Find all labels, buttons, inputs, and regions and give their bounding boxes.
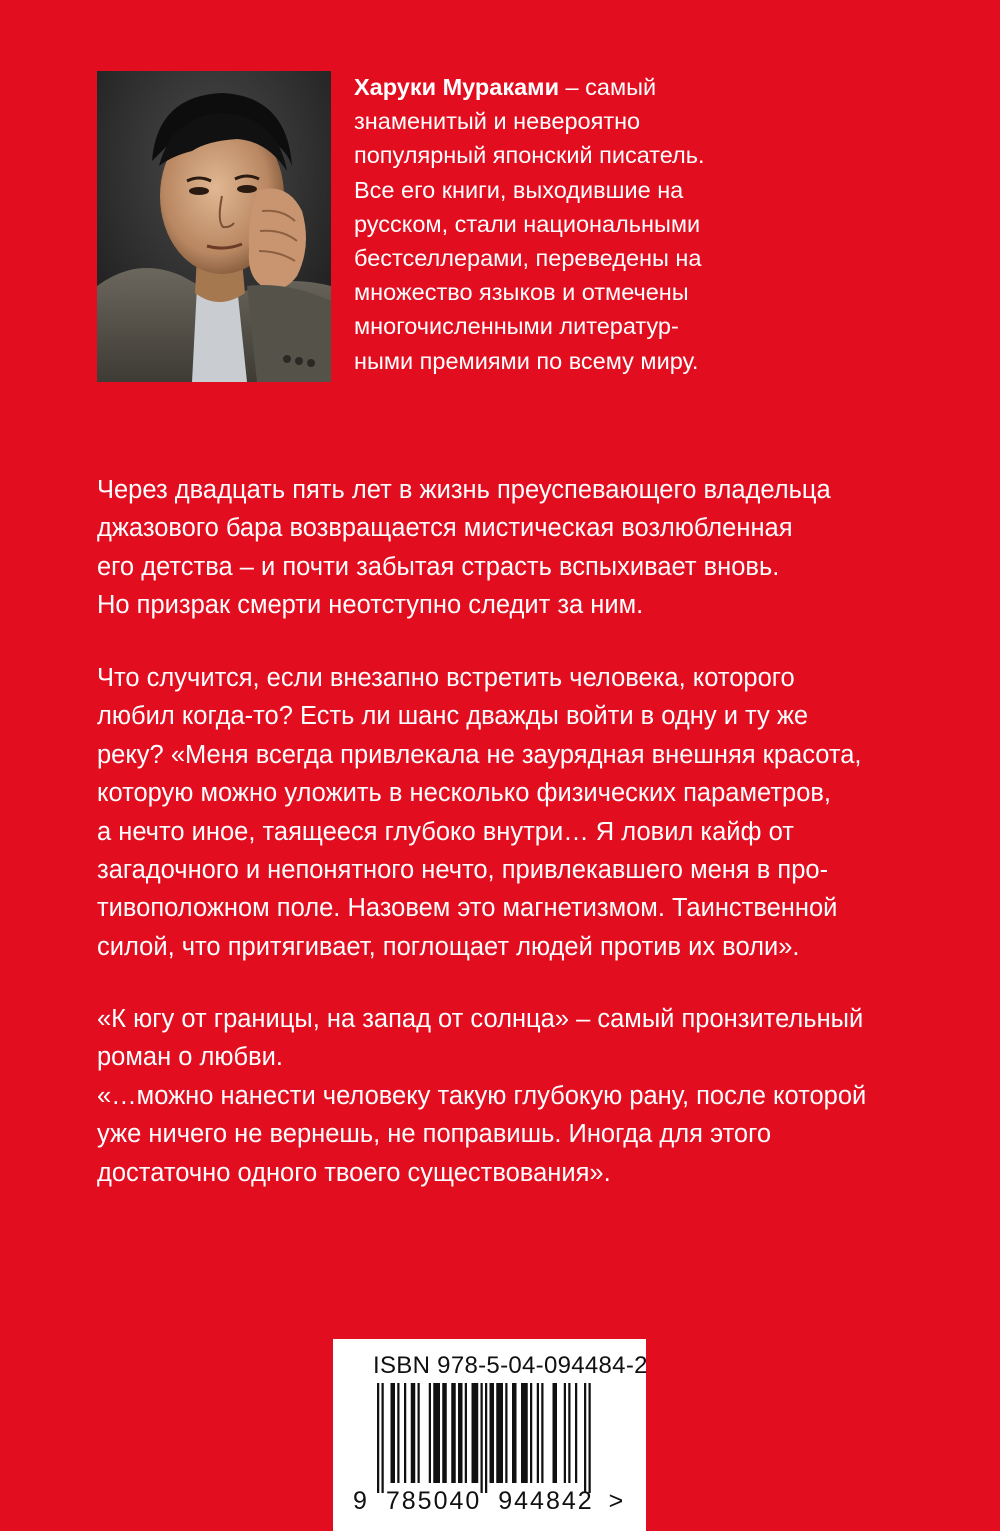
barcode-digits (353, 1487, 625, 1516)
barcode-end-mark: > (608, 1487, 626, 1515)
bio-line: множество языков и отмечены (354, 279, 689, 306)
barcode-bar (490, 1383, 495, 1483)
bio-line: многочисленными литератур- (354, 313, 679, 340)
barcode-bar (404, 1383, 406, 1483)
barcode-bar (564, 1383, 566, 1483)
bio-first-line-rest: – самый (559, 74, 657, 100)
paragraph-line: тивоположном поле. Назовем это магнетизмом. Таинственной (97, 894, 838, 923)
bio-line: ными премиями по всему миру. (354, 347, 699, 374)
paragraph-line: достаточно одного твоего существования». (97, 1158, 611, 1187)
barcode-bar (377, 1383, 379, 1493)
bio-line: русском, стали национальными (354, 210, 701, 237)
barcode-bars (373, 1383, 613, 1493)
paragraph-line: Но призрак смерти неотступно следит за ним. (97, 591, 644, 620)
barcode-bar (472, 1383, 479, 1483)
paragraph-line: силой, что притягивает, поглощает людей против их воли». (97, 932, 800, 961)
synopsis-paragraph-3 (97, 1000, 977, 1192)
barcode-bar (451, 1383, 456, 1483)
barcode-bar (530, 1383, 532, 1483)
bio-line: популярный японский писатель. (354, 142, 705, 169)
bio-line: знаменитый и невероятно (354, 108, 641, 135)
barcode-bar (433, 1383, 440, 1483)
author-name: Харуки Мураками (354, 74, 560, 100)
author-bio (354, 70, 774, 378)
barcode-digit-first: 9 (353, 1487, 369, 1515)
paragraph-line: «…можно нанести человеку такую глубокую рану, после которой (97, 1081, 867, 1110)
barcode-bar (505, 1383, 507, 1483)
isbn-barcode (333, 1339, 646, 1531)
barcode-digits-left: 785040 (385, 1487, 482, 1515)
barcode-digits-right: 944842 (498, 1487, 594, 1515)
paragraph-line: джазового бара возвращается мистическая возлюбленная (97, 514, 793, 543)
synopsis-paragraph-1 (97, 471, 977, 625)
paragraph-line: уже ничего не вернешь, не поправишь. Иногда для этого (97, 1120, 772, 1149)
paragraph-line: а нечто иное, таящееся глубоко внутри… Я ловил кайф от (97, 817, 794, 846)
paragraph-line: его детства – и почти забытая страсть вспыхивает вновь. (97, 552, 780, 581)
paragraph-line: Что случится, если внезапно встретить человека, которого (97, 664, 795, 692)
paragraph-line: которую можно уложить в несколько физических параметров, (97, 779, 832, 808)
barcode-bar (589, 1383, 591, 1493)
barcode-bar (584, 1383, 586, 1493)
barcode-bar (382, 1383, 384, 1493)
paragraph-line: Через двадцать пять лет в жизнь преуспевающего владельца (97, 476, 831, 504)
paragraph-line: роман о любви. (97, 1043, 283, 1072)
paragraph-line: любил когда-то? Есть ли шанс дважды войти в одну и ту же (97, 702, 809, 731)
barcode-bar (541, 1383, 543, 1483)
bio-line: бестселлерами, переведены на (354, 245, 702, 272)
barcode-bar (537, 1383, 539, 1483)
barcode-bar (512, 1383, 517, 1483)
barcode-bar (391, 1383, 396, 1483)
synopsis-paragraph-2 (97, 659, 977, 966)
barcode-bar (418, 1383, 420, 1483)
barcode-bar (496, 1383, 503, 1483)
barcode-bar (521, 1383, 528, 1483)
barcode-bar (575, 1383, 577, 1483)
barcode-bar (397, 1383, 399, 1483)
paragraph-line: реку? «Меня всегда привлекала не заурядная внешняя красота, (97, 740, 862, 769)
paragraph-line: «К югу от границы, на запад от солнца» – самый пронзительный (97, 1005, 864, 1033)
bio-line (354, 70, 774, 104)
barcode-bar (458, 1383, 463, 1483)
barcode-bar (485, 1383, 487, 1493)
barcode-bar (442, 1383, 447, 1483)
author-portrait-image (97, 71, 331, 382)
barcode-bar (553, 1383, 558, 1483)
barcode-bar (568, 1383, 570, 1483)
barcode-bar (429, 1383, 431, 1483)
isbn-label: ISBN 978-5-04-094484-2 (373, 1352, 648, 1379)
paragraph-line: загадочного и непонятного нечто, привлекавшего меня в про- (97, 856, 829, 885)
bio-line: Все его книги, выходившие на (354, 176, 684, 203)
barcode-bar (465, 1383, 467, 1483)
barcode-bar (411, 1383, 416, 1483)
barcode-bar (481, 1383, 483, 1493)
